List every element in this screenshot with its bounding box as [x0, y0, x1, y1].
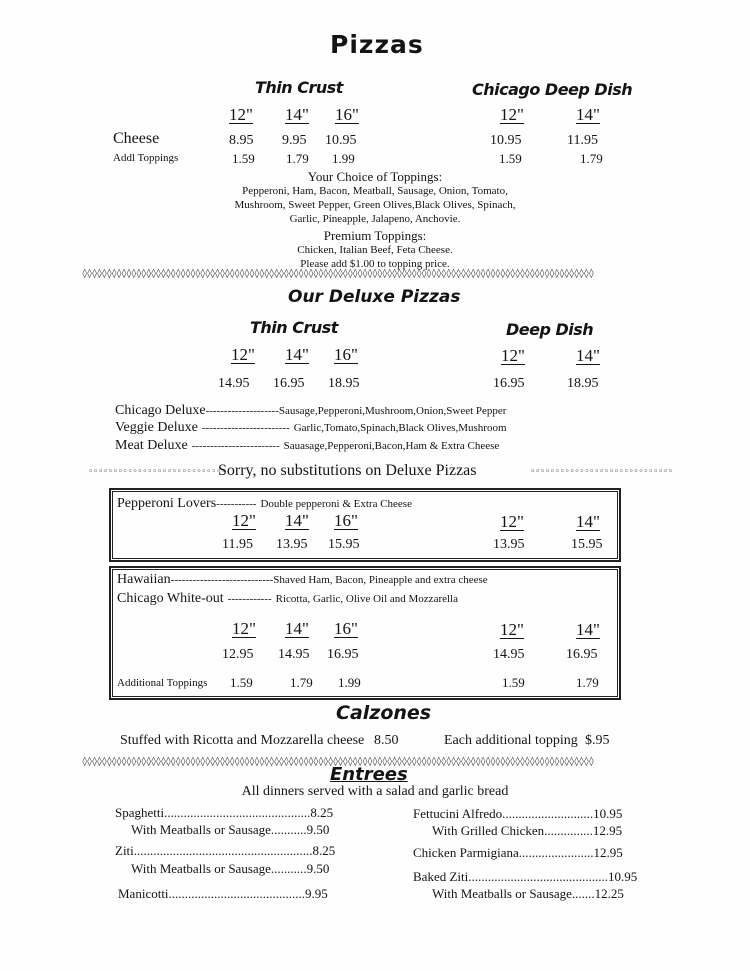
deluxe-item	[115, 401, 506, 419]
divider: ◦◦◦◦◦◦◦◦◦◦◦◦◦◦◦◦◦◦◦◦◦◦◦◦◦◦◦◦	[88, 467, 226, 477]
thin-crust-heading: Thin Crust	[250, 318, 338, 337]
premium-line: Chicken, Italian Beef, Feta Cheese.	[297, 244, 453, 256]
size-label: 12"	[500, 512, 524, 531]
size-label: 14"	[285, 345, 309, 364]
calzone-desc: Stuffed with Ricotta and Mozzarella cheese	[120, 733, 365, 748]
price: 11.95	[567, 133, 598, 148]
item-name: Pepperoni Lovers	[117, 496, 217, 511]
price: 1.99	[332, 151, 355, 166]
entree-item: Manicotti..........................................9.95	[118, 886, 328, 901]
size-label: 12"	[500, 105, 524, 124]
deep-dish-heading: Chicago Deep Dish	[472, 80, 633, 99]
price: 1.79	[580, 151, 603, 166]
deluxe-item	[115, 418, 507, 436]
size-label: 14"	[576, 105, 600, 124]
price: 15.95	[571, 537, 603, 552]
entrees-title: Entrees	[330, 764, 408, 785]
size-label: 12"	[232, 511, 256, 530]
deluxe-item-desc: Sausage,Pepperoni,Mushroom,Onion,Sweet Pepper	[278, 405, 507, 417]
additional-toppings-label: Additional Toppings	[117, 677, 208, 689]
entree-item: With Meatballs or Sausage...........9.50	[131, 861, 330, 876]
deluxe-item-name: Veggie Deluxe	[115, 420, 198, 435]
item-name: Chicago White-out	[117, 591, 224, 606]
entree-item: With Meatballs or Sausage...........9.50	[131, 822, 330, 837]
leader-dashes: ----------------------------	[170, 574, 274, 586]
deluxe-item-name: Chicago Deluxe	[115, 403, 206, 418]
item-name: Hawaiian	[117, 572, 171, 587]
price: 1.59	[499, 151, 522, 166]
entree-item: Chicken Parmigiana.......................12.95	[413, 845, 623, 860]
entree-item: Fettucini Alfredo............................10.95	[413, 806, 623, 821]
toppings-heading: Your Choice of Toppings:	[307, 169, 443, 184]
price: 1.79	[286, 151, 309, 166]
size-label: 14"	[576, 346, 600, 365]
size-label: 12"	[500, 620, 524, 639]
size-label: 14"	[285, 619, 309, 638]
price: 14.95	[493, 647, 525, 662]
price: 14.95	[218, 376, 250, 391]
price: $.95	[585, 733, 610, 748]
price: 16.95	[273, 376, 305, 391]
entrees-subtitle: All dinners served with a salad and garlic bread	[241, 784, 509, 799]
price: 8.50	[374, 733, 399, 748]
leader-dashes: ------------------------	[201, 422, 290, 434]
entree-item: With Grilled Chicken...............12.95	[432, 823, 623, 838]
leader-dashes: ------------	[227, 593, 272, 605]
toppings-line: Mushroom, Sweet Pepper, Green Olives,Black Olives, Spinach,	[234, 199, 516, 211]
price: 10.95	[490, 133, 522, 148]
price: 9.95	[282, 133, 307, 148]
calzones-title: Calzones	[336, 702, 432, 724]
premium-heading: Premium Toppings:	[323, 228, 427, 243]
deluxe-item-desc: Garlic,Tomato,Spinach,Black Olives,Mushroom	[293, 422, 507, 434]
size-label: 12"	[232, 619, 256, 638]
price: 1.59	[230, 675, 253, 690]
divider: ◦◦◦◦◦◦◦◦◦◦◦◦◦◦◦◦◦◦◦◦◦◦◦◦◦◦◦◦◦	[530, 467, 673, 477]
price: 8.95	[229, 133, 254, 148]
deluxe-title: Our Deluxe Pizzas	[288, 287, 461, 307]
size-label: 12"	[231, 345, 255, 364]
no-substitutions-notice: Sorry, no substitutions on Deluxe Pizzas	[218, 462, 477, 479]
size-label: 16"	[334, 345, 358, 364]
thin-crust-heading: Thin Crust	[255, 78, 343, 97]
divider: ◊◊◊◊◊◊◊◊◊◊◊◊◊◊◊◊◊◊◊◊◊◊◊◊◊◊◊◊◊◊◊◊◊◊◊◊◊◊◊◊◊◊◊◊◊◊◊◊◊◊◊◊◊◊◊◊◊◊◊◊◊◊◊◊◊◊◊◊◊◊◊◊◊◊◊◊◊◊◊◊◊◊◊◊◊◊◊◊◊◊◊◊◊◊◊◊◊◊◊◊◊◊◊◊	[82, 757, 594, 767]
deluxe-item-name: Meat Deluxe	[115, 438, 188, 453]
item-desc: Double pepperoni & Extra Cheese	[260, 498, 412, 510]
entree-item: With Meatballs or Sausage.......12.25	[432, 886, 624, 901]
price: 18.95	[567, 376, 599, 391]
size-label: 14"	[285, 511, 309, 530]
toppings-line: Pepperoni, Ham, Bacon, Meatball, Sausage, Onion, Tomato,	[242, 185, 508, 197]
addl-toppings-label: Addl Toppings	[113, 152, 179, 164]
price: 13.95	[276, 537, 308, 552]
price: 1.59	[232, 151, 255, 166]
item-desc: Ricotta, Garlic, Olive Oil and Mozzarella	[275, 593, 458, 605]
price: 11.95	[222, 537, 253, 552]
size-label: 16"	[334, 619, 358, 638]
price: 1.79	[576, 675, 599, 690]
size-label: 14"	[576, 620, 600, 639]
size-label: 12"	[229, 105, 253, 124]
size-label: 12"	[501, 346, 525, 365]
price: 1.99	[338, 675, 361, 690]
price: 10.95	[325, 133, 357, 148]
price: 1.79	[290, 675, 313, 690]
cheese-label: Cheese	[113, 130, 160, 147]
price: 15.95	[328, 537, 360, 552]
price: 18.95	[328, 376, 360, 391]
deluxe-item-desc: Sauasage,Pepperoni,Bacon,Ham & Extra Cheese	[283, 440, 500, 452]
price: 16.95	[493, 376, 525, 391]
divider: ◊◊◊◊◊◊◊◊◊◊◊◊◊◊◊◊◊◊◊◊◊◊◊◊◊◊◊◊◊◊◊◊◊◊◊◊◊◊◊◊◊◊◊◊◊◊◊◊◊◊◊◊◊◊◊◊◊◊◊◊◊◊◊◊◊◊◊◊◊◊◊◊◊◊◊◊◊◊◊◊◊◊◊◊◊◊◊◊◊◊◊◊◊◊◊◊◊◊◊◊◊◊◊◊	[82, 269, 594, 279]
size-label: 14"	[285, 105, 309, 124]
size-label: 14"	[576, 512, 600, 531]
size-label: 16"	[335, 105, 359, 124]
premium-line: Please add $1.00 to topping price.	[300, 258, 450, 270]
leader-dashes: --------------------	[205, 405, 279, 417]
box-item	[117, 494, 412, 512]
price: 1.59	[502, 675, 525, 690]
price: 14.95	[278, 647, 310, 662]
entree-item: Ziti.......................................................8.25	[115, 843, 336, 858]
price: 16.95	[566, 647, 598, 662]
entree-item: Baked Ziti...........................................10.95	[413, 869, 638, 884]
entree-item: Spaghetti.............................................8.25	[115, 805, 334, 820]
leader-dashes: -----------	[216, 498, 257, 510]
box-item	[117, 589, 458, 607]
leader-dashes: ------------------------	[191, 440, 280, 452]
deluxe-item	[115, 436, 499, 454]
item-desc: Shaved Ham, Bacon, Pineapple and extra cheese	[273, 574, 488, 586]
pizzas-title: Pizzas	[330, 30, 424, 59]
price: 16.95	[327, 647, 359, 662]
price: 12.95	[222, 647, 254, 662]
box-item	[117, 570, 488, 588]
size-label: 16"	[334, 511, 358, 530]
deep-dish-heading: Deep Dish	[506, 320, 594, 339]
price: 13.95	[493, 537, 525, 552]
toppings-line: Garlic, Pineapple, Jalapeno, Anchovie.	[289, 213, 461, 225]
calzone-addl: Each additional topping	[444, 733, 578, 748]
